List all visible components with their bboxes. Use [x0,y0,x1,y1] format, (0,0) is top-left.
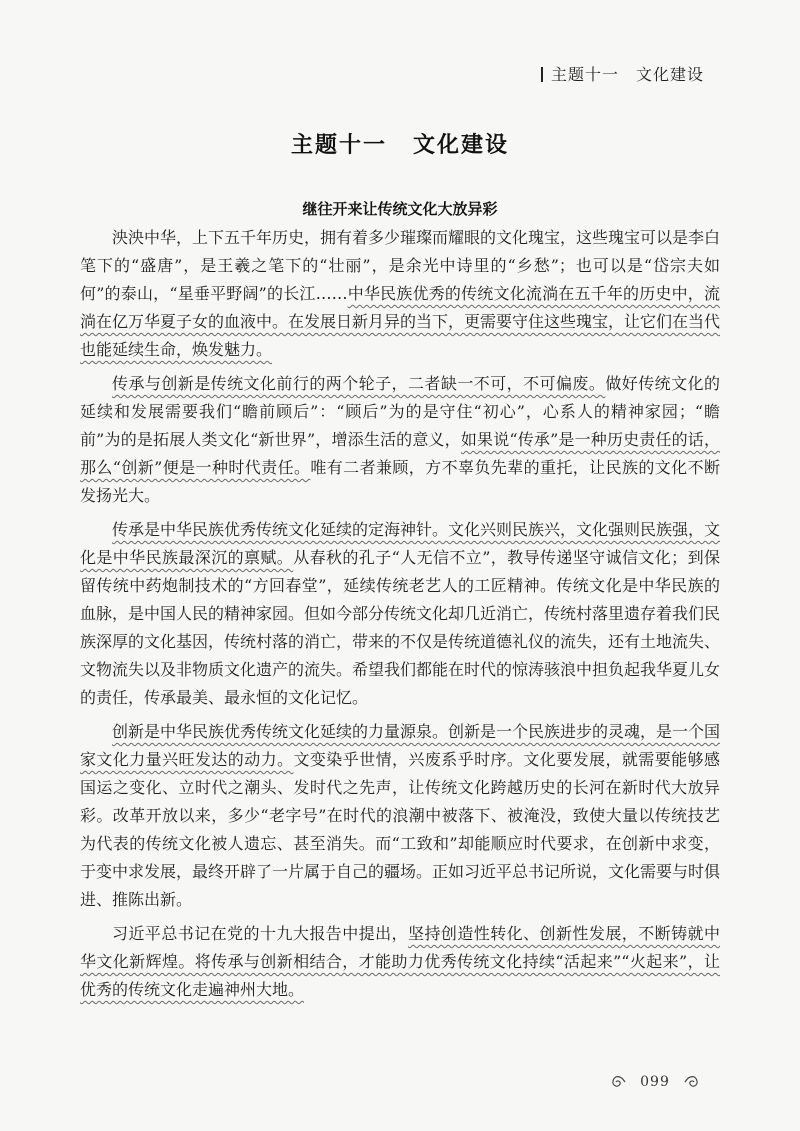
running-head-text: 主题十一 文化建设 [550,65,704,84]
chapter-title [0,128,800,159]
page-number [610,1068,700,1096]
paragraph-3-underlined: 传承是中华民族优秀传统文化延续的定海神针。文化兴则民族兴，文化强则民族强，文化是中华民族最深沉的禀赋。 [80,520,721,567]
paragraph-2-underlined-b: 如果说“传承”是一种历史责任的话，那么“创新”便是一种时代责任。 [80,430,720,477]
paragraph-4 [80,718,720,914]
page-ornament-right-icon [684,1068,700,1096]
paragraph-1 [80,224,720,364]
article-body [80,224,720,1010]
paragraph-5-text: 习近平总书记在党的十九大报告中提出， [112,924,408,943]
paragraph-2-text-b: 唯有二者兼顾，方不辜负先辈的重托，让民族的文化不断发扬光大。 [80,458,720,505]
paragraph-2-text-a: 做好传统文化的延续和发展需要我们“瞻前顾后”：“顾后”为的是守住“初心”，心系人的精神家园；“瞻前”为的是拓展人类文化“新世界”，增添生活的意义， [80,374,720,449]
paragraph-1-text: 泱泱中华，上下五千年历史，拥有着多少璀璨而耀眼的文化瑰宝，这些瑰宝可以是李白笔下的“盛唐”，是王羲之笔下的“壮丽”，是余光中诗里的“乡愁”；也可以是“岱宗夫如何”的泰山，“星垂平野阔”的长江…… [80,228,721,303]
paragraph-3 [80,516,720,712]
page-ornament-left-icon [610,1068,626,1096]
paragraph-5-underlined: 坚持创造性转化、创新性发展，不断铸就中华文化新辉煌。将传承与创新相结合，才能助力优秀传统文化持续“活起来”“火起来”，让优秀的传统文化走遍神州大地。 [80,924,720,999]
chapter-title-main: 主题十一 [290,133,387,158]
paragraph-5 [80,920,720,1004]
page-number-text: 099 [640,1074,670,1090]
paragraph-2 [80,370,720,510]
article-title: 继往开来让传统文化大放异彩 [302,200,498,218]
paragraph-4-text: 文变染乎世情，兴废系乎时序。文化要发展，就需要能够感国运之变化、立时代之潮头、发时代之先声，让传统文化跨越历史的长河在新时代大放异彩。改革开放以来，多少“老字号”在时代的浪潮中被落下、被淹没，致使大量以传统技艺为代表的传统文化被人遗忘、甚至消失。而“工致和”却能顺应时代要求，在创新中求变，于变中求发展，最终开辟了一片属于自己的疆场。正如习近平总书记所说，文化需要与时俱进、推陈出新。 [80,750,721,909]
paragraph-1-underlined: 中华民族优秀的传统文化流淌在五千年的历史中，流淌在亿万华夏子女的血液中。在发展日新月异的当下，更需要守住这些瑰宝，让它们在当代也能延续生命，焕发魅力。 [80,284,721,359]
paragraph-3-text: 从春秋的孔子“人无信不立”，教导传递坚守诚信文化；到保留传统中药炮制技术的“方回春堂”，延续传统老艺人的工匠精神。传统文化是中华民族的血脉，是中国人民的精神家园。但如今部分传统文化却几近消亡，传统村落里遗存着我们民族深厚的文化基因，传统村落的消亡，带来的不仅是传统道德礼仪的流失，还有土地流失、文物流失以及非物质文化遗产的流失。希望我们都能在时代的惊涛骇浪中担负起我华夏儿女的责任，传承最美、最永恒的文化记忆。 [80,548,721,707]
running-head-bar [541,67,543,82]
chapter-title-sub: 文化建设 [413,133,510,158]
paragraph-2-underlined-a: 传承与创新是传统文化前行的两个轮子，二者缺一不可，不可偏废。 [112,374,606,393]
running-head [541,62,704,85]
paragraph-4-underlined: 创新是中华民族优秀传统文化延续的力量源泉。创新是一个民族进步的灵魂，是一个国家文化力量兴旺发达的动力。 [80,722,721,769]
